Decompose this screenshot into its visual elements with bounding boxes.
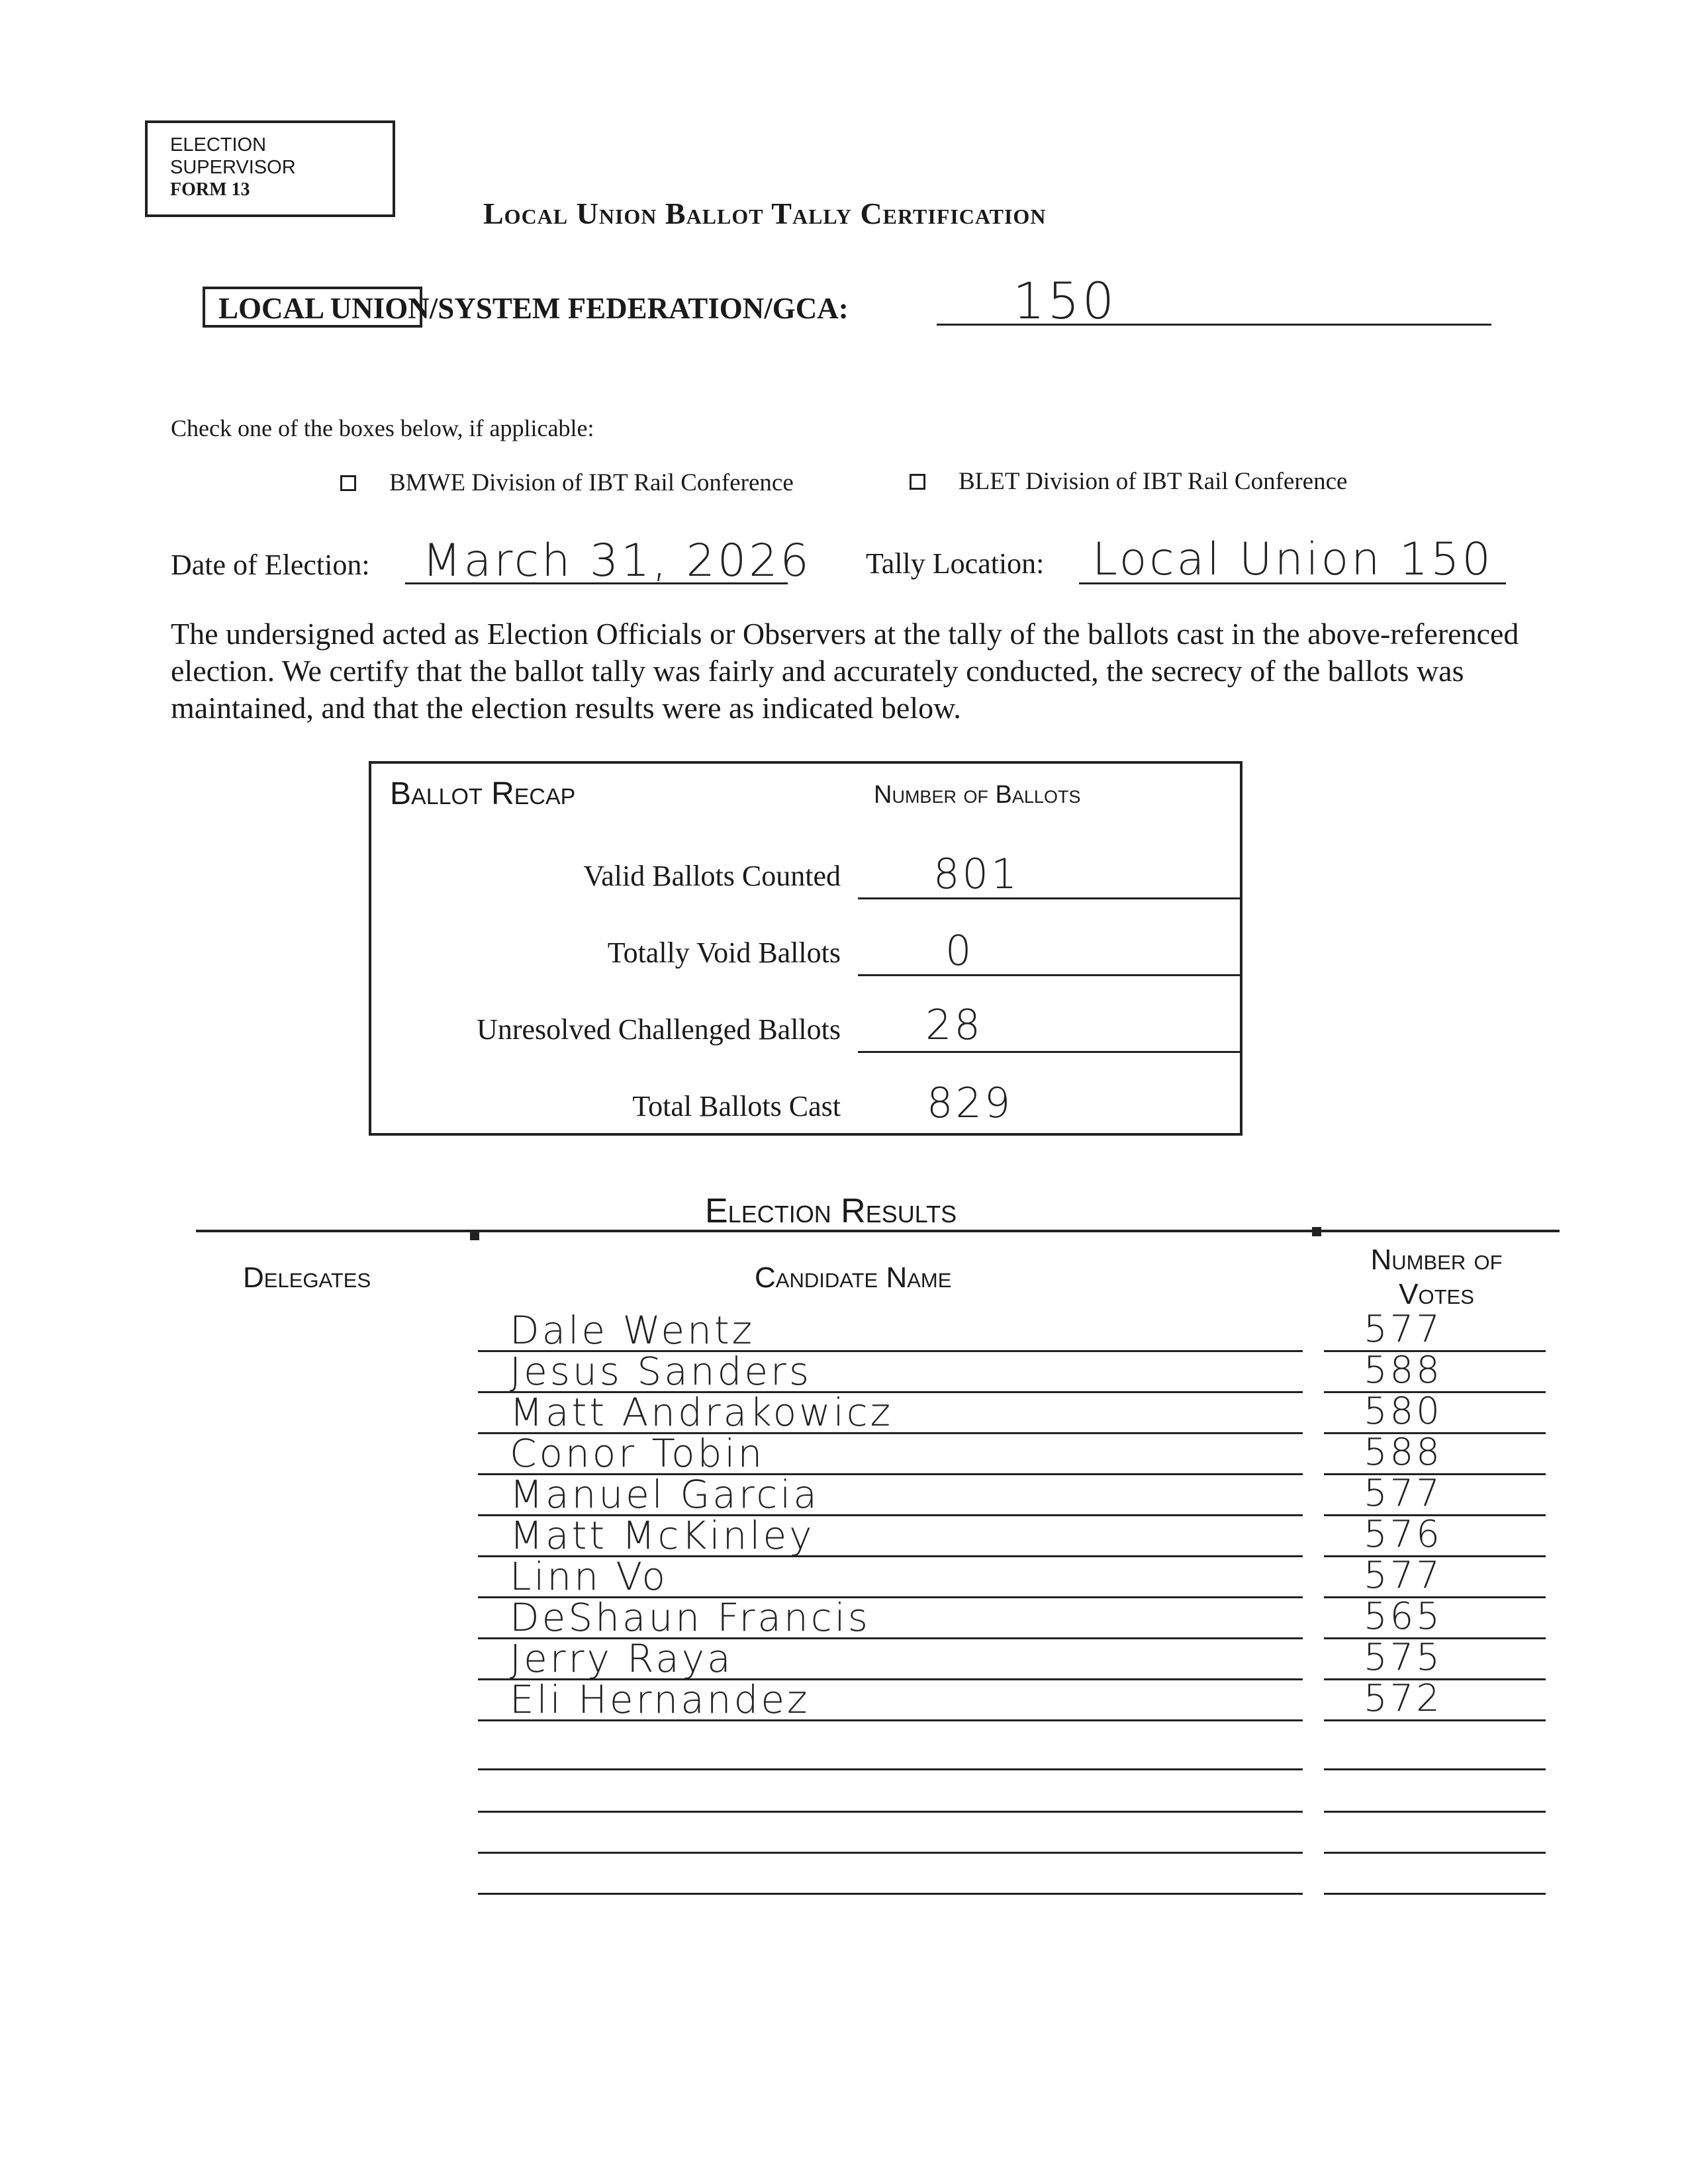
number-of-votes-header: Number of Votes: [1370, 1244, 1503, 1310]
candidate-votes[interactable]: 580: [1364, 1390, 1442, 1433]
recap-total-label: Total Ballots Cast: [632, 1090, 841, 1122]
date-label: Date of Election:: [171, 549, 370, 581]
ballot-recap-title: Ballot Recap: [390, 776, 576, 811]
empty-name-line[interactable]: [478, 1893, 1303, 1895]
date-field-value[interactable]: March 31, 2026: [422, 535, 812, 587]
candidate-votes[interactable]: 572: [1364, 1677, 1442, 1720]
empty-name-line[interactable]: [478, 1852, 1303, 1854]
candidate-name-header: Candidate Name: [755, 1261, 952, 1294]
supervisor-form-box: [145, 120, 395, 217]
checkbox-blet-label: BLET Division of IBT Rail Conference: [959, 468, 1348, 495]
recap-valid-value[interactable]: 801: [933, 850, 1020, 898]
candidate-votes[interactable]: 577: [1364, 1308, 1442, 1351]
recap-valid-line: [858, 897, 1241, 899]
recap-void-line: [858, 974, 1241, 976]
candidate-name[interactable]: Jesus Sanders: [510, 1349, 812, 1394]
divider-mark-left: [470, 1231, 479, 1240]
candidate-votes[interactable]: 565: [1364, 1595, 1442, 1638]
candidate-name[interactable]: Linn Vo: [510, 1554, 669, 1599]
divider-mark-right: [1312, 1227, 1321, 1236]
checkbox-instruction: Check one of the boxes below, if applicable:: [171, 415, 594, 441]
candidate-votes-line: [1324, 1719, 1546, 1721]
union-field-value[interactable]: 150: [1013, 271, 1117, 330]
empty-votes-line[interactable]: [1324, 1768, 1546, 1770]
candidate-name[interactable]: Jerry Raya: [510, 1636, 733, 1681]
recap-challenged-line: [858, 1051, 1241, 1053]
tally-location-label: Tally Location:: [866, 547, 1045, 580]
candidate-name[interactable]: Matt Andrakowicz: [510, 1390, 894, 1435]
checkbox-blet[interactable]: [910, 474, 925, 490]
candidate-name[interactable]: Eli Hernandez: [510, 1677, 810, 1722]
page-title: Local Union Ballot Tally Certification: [483, 197, 1047, 230]
recap-void-value[interactable]: 0: [945, 927, 974, 975]
empty-name-line[interactable]: [478, 1768, 1303, 1770]
candidate-name[interactable]: Dale Wentz: [510, 1308, 755, 1353]
empty-votes-line[interactable]: [1324, 1852, 1546, 1854]
candidate-name[interactable]: DeShaun Francis: [510, 1595, 870, 1640]
empty-name-line[interactable]: [478, 1811, 1303, 1813]
checkbox-bmwe[interactable]: [340, 475, 356, 491]
candidate-votes[interactable]: 577: [1364, 1554, 1442, 1597]
certification-paragraph: The undersigned acted as Election Officials or Observers at the tally of the ballots cast in the above-referenced election. We certify that the ballot tally was fairly and accurately conducted, the secrecy of the ballots was maintained, and that the election results were as indicated below.: [171, 617, 1519, 725]
candidate-votes[interactable]: 575: [1364, 1636, 1442, 1679]
candidate-name[interactable]: Conor Tobin: [510, 1431, 765, 1476]
candidate-name[interactable]: Manuel Garcia: [510, 1472, 820, 1517]
recap-challenged-label: Unresolved Challenged Ballots: [477, 1013, 841, 1046]
supervisor-box-line2: SUPERVISOR: [170, 157, 296, 178]
office-header-delegates: Delegates: [243, 1261, 371, 1294]
supervisor-box-form-number: FORM 13: [170, 179, 250, 200]
supervisor-box-line1: ELECTION: [170, 134, 267, 156]
recap-total-value[interactable]: 829: [927, 1079, 1013, 1127]
ballot-recap-column-header: Number of Ballots: [874, 781, 1081, 809]
candidate-votes[interactable]: 588: [1364, 1431, 1442, 1474]
empty-votes-line[interactable]: [1324, 1811, 1546, 1813]
candidate-votes[interactable]: 577: [1364, 1472, 1442, 1515]
results-divider: [196, 1230, 1560, 1232]
election-results-title: Election Results: [705, 1192, 957, 1230]
union-label: LOCAL UNION/SYSTEM FEDERATION/GCA:: [218, 292, 849, 325]
candidate-name[interactable]: Matt McKinley: [510, 1513, 815, 1558]
checkbox-bmwe-label: BMWE Division of IBT Rail Conference: [389, 469, 794, 496]
tally-location-value[interactable]: Local Union 150: [1092, 533, 1493, 586]
recap-valid-label: Valid Ballots Counted: [583, 860, 841, 892]
candidate-votes[interactable]: 576: [1364, 1513, 1442, 1556]
candidate-name-line: [478, 1719, 1303, 1721]
recap-void-label: Totally Void Ballots: [607, 936, 841, 969]
recap-challenged-value[interactable]: 28: [925, 1001, 983, 1049]
candidate-votes[interactable]: 588: [1364, 1349, 1442, 1392]
empty-votes-line[interactable]: [1324, 1893, 1546, 1895]
